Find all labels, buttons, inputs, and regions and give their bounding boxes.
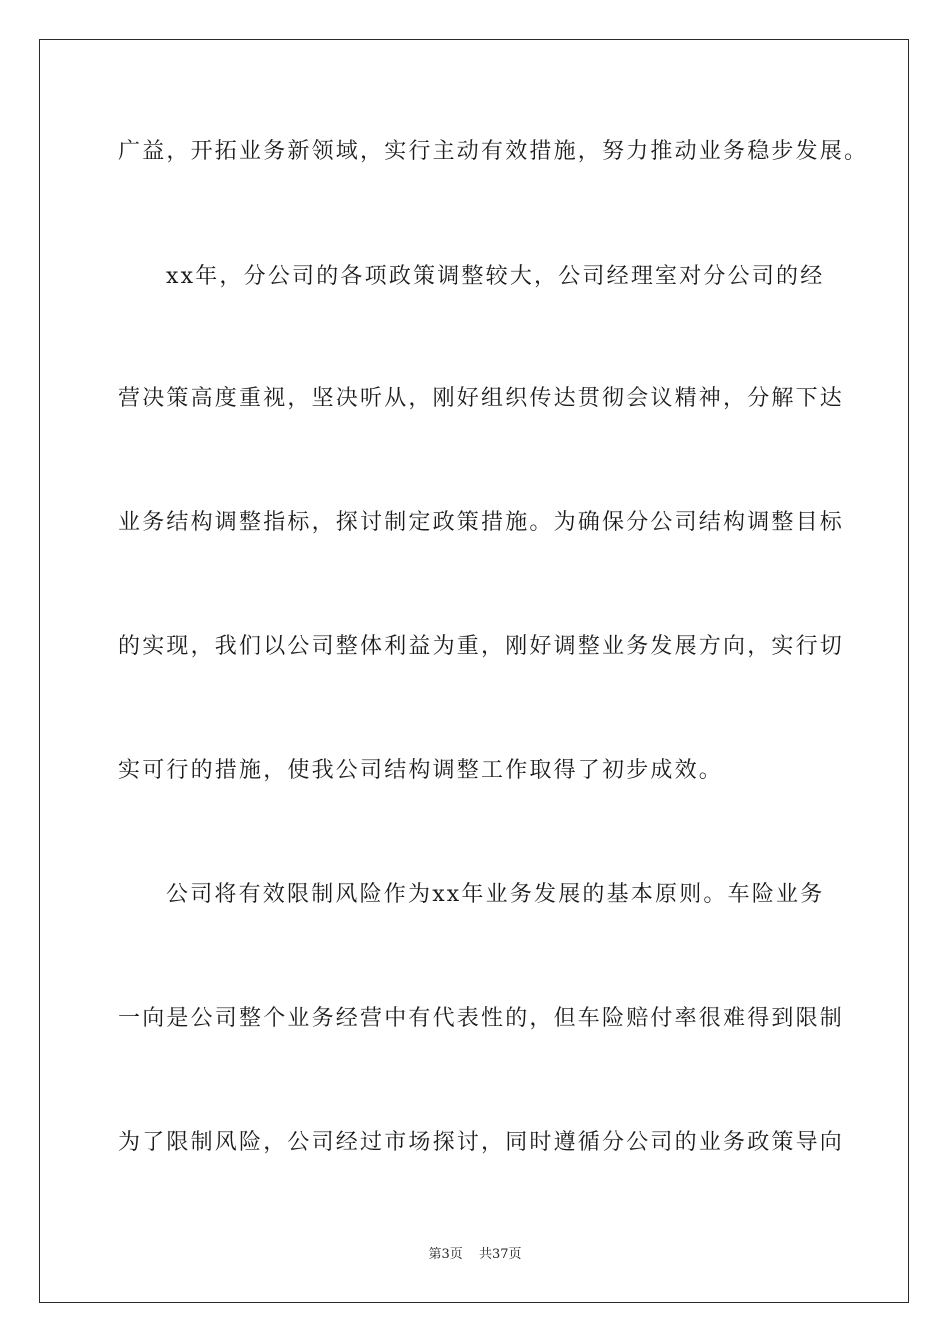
text-line: 为了限制风险，公司经过市场探讨，同时遵循分公司的业务政策导向 <box>118 1130 845 1155</box>
text-line: 一向是公司整个业务经营中有代表性的，但车险赔付率很难得到限制 <box>118 1006 845 1031</box>
page-border <box>39 39 909 1303</box>
text-line: 广益，开拓业务新领域，实行主动有效措施，努力推动业务稳步发展。 <box>118 139 869 164</box>
text-line: 营决策高度重视，坚决听从，刚好组织传达贯彻会议精神，分解下达 <box>118 386 845 411</box>
page-number: 第3页 <box>428 1247 463 1262</box>
page-total: 共37页 <box>478 1247 522 1262</box>
text-line: 业务结构调整指标，探讨制定政策措施。为确保分公司结构调整目标 <box>118 510 845 535</box>
text-line-paragraph-start: xx年，分公司的各项政策调整较大，公司经理室对分公司的经 <box>166 264 825 289</box>
text-line: 的实现，我们以公司整体利益为重，刚好调整业务发展方向，实行切 <box>118 634 845 659</box>
text-line-paragraph-start: 公司将有效限制风险作为xx年业务发展的基本原则。车险业务 <box>166 882 825 907</box>
page-footer <box>0 1246 950 1264</box>
text-line: 实可行的措施，使我公司结构调整工作取得了初步成效。 <box>118 758 724 783</box>
